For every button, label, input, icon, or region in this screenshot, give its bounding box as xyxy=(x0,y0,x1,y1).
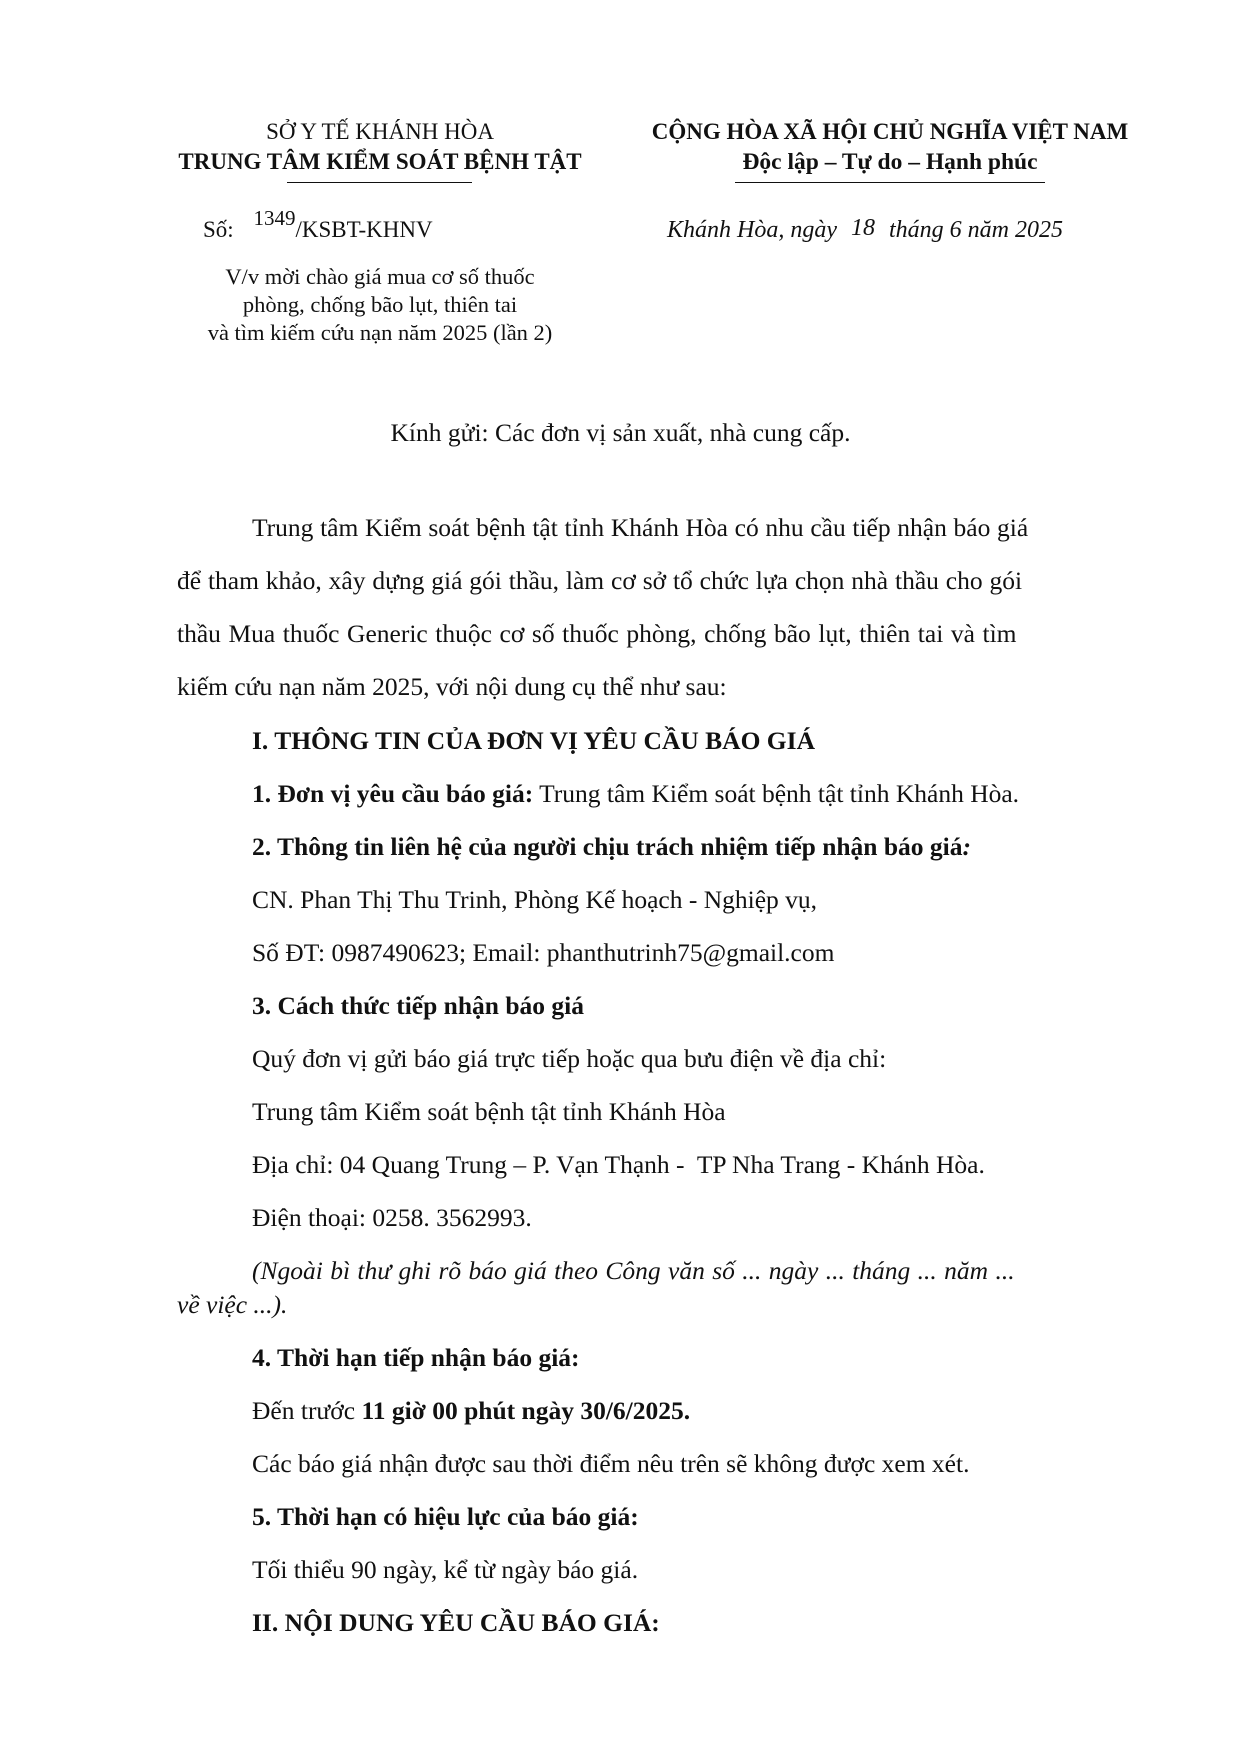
motto: Độc lập – Tự do – Hạnh phúc xyxy=(742,149,1038,175)
item-4-deadline xyxy=(252,1396,690,1426)
subject-line-2: phòng, chống bão lụt, thiên tai xyxy=(242,292,518,317)
item-3-line-1: Quý đơn vị gửi báo giá trực tiếp hoặc qua bưu điện về địa chỉ: xyxy=(252,1044,887,1073)
item-5-label: 5. Thời hạn có hiệu lực của báo giá: xyxy=(252,1502,639,1531)
intro-line-3: thầu Mua thuốc Generic thuộc cơ số thuốc phòng, chống bão lụt, thiên tai và tìm xyxy=(177,619,1017,648)
intro-line-1: Trung tâm Kiểm soát bệnh tật tỉnh Khánh Hòa có nhu cầu tiếp nhận báo giá xyxy=(252,513,1029,542)
subject-line-3: và tìm kiếm cứu nạn năm 2025 (lần 2) xyxy=(207,320,553,345)
subject-line-1: V/v mời chào giá mua cơ số thuốc xyxy=(225,264,535,289)
item-4-line-2: Các báo giá nhận được sau thời điểm nêu trên sẽ không được xem xét. xyxy=(252,1449,970,1478)
document-date xyxy=(667,216,1063,244)
doc-no-prefix: Số: xyxy=(203,217,234,242)
document-number xyxy=(203,206,433,244)
center-name: TRUNG TÂM KIỂM SOÁT BỆNH TẬT xyxy=(178,149,582,174)
doc-no-suffix: /KSBT-KHNV xyxy=(295,217,433,242)
item-1-label: 1. Đơn vị yêu cầu báo giá: xyxy=(252,779,534,808)
item-4-label: 4. Thời hạn tiếp nhận báo giá: xyxy=(252,1343,580,1372)
item-3-phone: Điện thoại: 0258. 3562993. xyxy=(252,1203,532,1232)
date-day: 18 xyxy=(851,215,875,241)
item-2-colon: : xyxy=(962,832,972,861)
item-2 xyxy=(252,832,971,862)
item-2-label: 2. Thông tin liên hệ của người chịu trách nhiệm tiếp nhận báo giá xyxy=(252,832,963,861)
recipient-line: Kính gửi: Các đơn vị sản xuất, nhà cung cấp. xyxy=(390,418,851,447)
item-4-deadline-value: 11 giờ 00 phút ngày 30/6/2025. xyxy=(361,1396,691,1425)
date-prefix: Khánh Hòa, ngày xyxy=(667,217,837,243)
section-1-title: I. THÔNG TIN CỦA ĐƠN VỊ YÊU CẦU BÁO GIÁ xyxy=(252,726,815,755)
item-1 xyxy=(252,779,1019,809)
date-suffix: tháng 6 năm 2025 xyxy=(889,217,1063,243)
agency-name: SỞ Y TẾ KHÁNH HÒA xyxy=(266,119,494,144)
nation-title: CỘNG HÒA XÃ HỘI CHỦ NGHĨA VIỆT NAM xyxy=(651,119,1129,144)
item-3-label: 3. Cách thức tiếp nhận báo giá xyxy=(252,991,584,1020)
item-1-value: Trung tâm Kiểm soát bệnh tật tỉnh Khánh Hòa. xyxy=(533,779,1020,808)
item-3-address: Địa chỉ: 04 Quang Trung – P. Vạn Thạnh - TP Nha Trang - Khánh Hòa. xyxy=(252,1150,985,1179)
center-underline xyxy=(287,182,472,183)
item-3-line-2: Trung tâm Kiểm soát bệnh tật tỉnh Khánh Hòa xyxy=(252,1097,726,1126)
motto-underline xyxy=(735,182,1045,183)
intro-line-4: kiếm cứu nạn năm 2025, với nội dung cụ thể như sau: xyxy=(177,672,727,701)
item-4-prefix: Đến trước xyxy=(252,1396,362,1425)
section-2-title: II. NỘI DUNG YÊU CẦU BÁO GIÁ: xyxy=(252,1608,660,1637)
contact-phone-email: Số ĐT: 0987490623; Email: phanthutrinh75@gmail.com xyxy=(252,938,835,967)
doc-no-number: 1349 xyxy=(253,206,296,230)
item-3-note-line-2: về việc ...). xyxy=(177,1290,288,1319)
intro-line-2: để tham khảo, xây dựng giá gói thầu, làm cơ sở tổ chức lựa chọn nhà thầu cho gói xyxy=(177,566,1023,595)
item-5-value: Tối thiểu 90 ngày, kể từ ngày báo giá. xyxy=(252,1555,639,1584)
item-3-note-line-1: (Ngoài bì thư ghi rõ báo giá theo Công văn số ... ngày ... tháng ... năm ... xyxy=(252,1256,1015,1285)
contact-person: CN. Phan Thị Thu Trinh, Phòng Kế hoạch - Nghiệp vụ, xyxy=(252,885,818,914)
